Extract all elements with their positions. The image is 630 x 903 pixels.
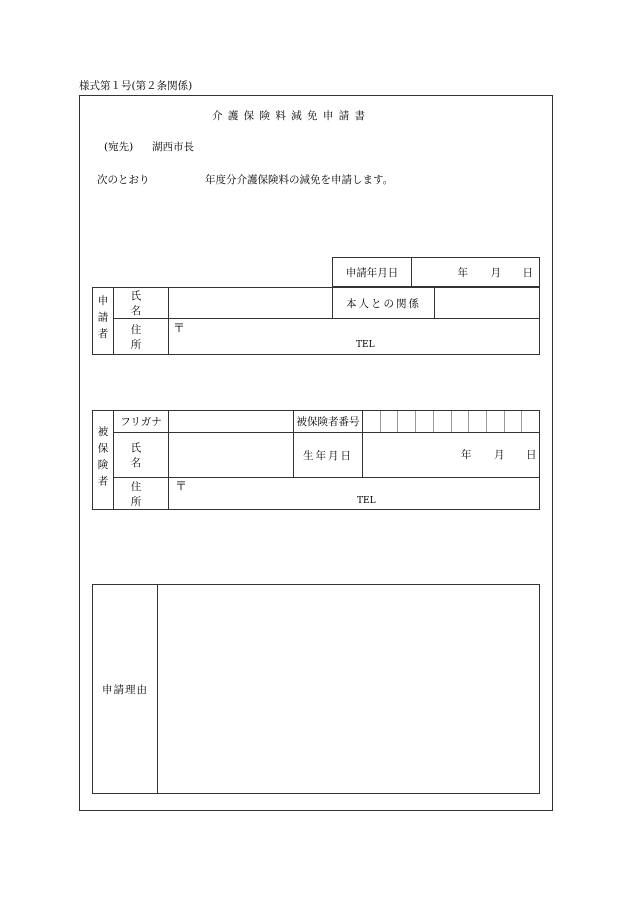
applicant-side-text: 申請者: [96, 294, 109, 345]
birth-date-field[interactable]: [363, 433, 540, 478]
applicant-postal-mark: 〒: [173, 321, 186, 335]
insured-tel-label: TEL: [357, 496, 376, 506]
birth-month: 月: [494, 449, 505, 461]
insured-number-label: 被保険者番号: [294, 411, 363, 433]
applicant-tel-label: TEL: [356, 340, 375, 350]
reason-table: [92, 584, 540, 794]
insured-number-digit[interactable]: [505, 411, 523, 432]
insured-address-label: 住 所: [114, 478, 169, 510]
insured-number-digit[interactable]: [434, 411, 452, 432]
applicant-address-label: 住 所: [114, 319, 169, 355]
applicant-side-label: [93, 288, 114, 355]
insured-number-digit[interactable]: [363, 411, 381, 432]
application-date-month: 月: [490, 266, 501, 279]
intro-text-continued: 年度分介護保険料の減免を申請します。: [205, 174, 394, 186]
applicant-name-field[interactable]: [169, 288, 333, 319]
insured-address-field[interactable]: [169, 478, 540, 510]
insured-number-digit[interactable]: [487, 411, 505, 432]
insured-number-digit[interactable]: [522, 411, 539, 432]
reason-field[interactable]: [158, 585, 540, 794]
insured-name-field[interactable]: [169, 433, 294, 478]
addressee-name: 湖西市長: [152, 141, 194, 153]
addressee-prefix: (宛先): [104, 141, 134, 153]
application-date-year: 年: [457, 266, 468, 279]
form-number: 様式第１号(第２条関係): [79, 80, 193, 92]
insured-table: [92, 410, 540, 510]
birth-year: 年: [461, 449, 472, 461]
applicant-address-field[interactable]: [169, 319, 540, 355]
insured-number-digit[interactable]: [469, 411, 487, 432]
insured-number-digit[interactable]: [381, 411, 399, 432]
form-title: 介 護 保 険 料 減 免 申 請 書: [212, 110, 367, 122]
insured-number-field[interactable]: [363, 411, 540, 433]
insured-number-digit[interactable]: [416, 411, 434, 432]
applicant-relation-field[interactable]: [435, 288, 540, 319]
application-date-field[interactable]: [412, 258, 540, 287]
application-date-table: [332, 257, 540, 287]
applicant-relation-label: 本人との関係: [333, 288, 435, 319]
insured-number-digit[interactable]: [398, 411, 416, 432]
birth-date-label: 生年月日: [294, 433, 363, 478]
intro-text: 次のとおり: [97, 174, 150, 186]
furigana-label: フリガナ: [114, 411, 169, 433]
insured-number-digit[interactable]: [452, 411, 470, 432]
birth-day: 日: [526, 449, 537, 461]
furigana-field[interactable]: [169, 411, 294, 433]
insured-side-text: 被保険者: [96, 425, 109, 492]
insured-side-label: [93, 411, 114, 510]
applicant-table: [92, 287, 540, 355]
application-date-label: 申請年月日: [333, 258, 412, 287]
applicant-name-label: 氏 名: [114, 288, 169, 319]
reason-label: 申請理由: [93, 585, 158, 794]
insured-name-label: 氏 名: [114, 433, 169, 478]
application-date-day: 日: [522, 266, 533, 279]
insured-postal-mark: 〒: [175, 479, 188, 493]
